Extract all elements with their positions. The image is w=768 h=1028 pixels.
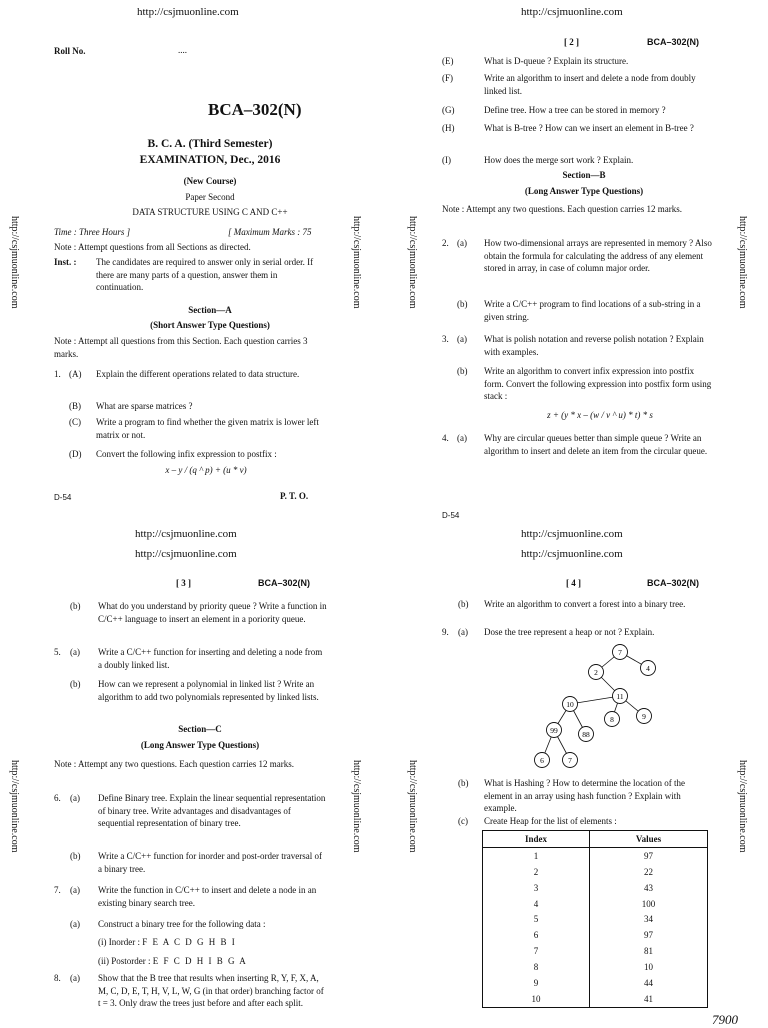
paper-code: BCA–302(N) xyxy=(208,100,302,119)
question-9a: 9. (a) Dose the tree represent a heap or not ? Explain. xyxy=(442,627,655,637)
general-note: Note : Attempt questions from all Sections as directed. xyxy=(54,242,251,252)
value-cell: 44 xyxy=(590,975,708,991)
tree-node-label: 7 xyxy=(618,648,622,657)
footer-code: D-54 xyxy=(442,511,460,520)
side-watermark: http://csjmuonline.com xyxy=(737,760,748,853)
tree-node-label: 4 xyxy=(646,664,650,673)
max-marks: [ Maximum Marks : 75 xyxy=(228,227,312,237)
question-7a: 7. (a) Write the function in C/C++ to insert and delete a node in an existing binary search tree. xyxy=(54,885,317,908)
watermark-url: http://csjmuonline.com xyxy=(137,6,239,18)
value-cell: 43 xyxy=(590,880,708,896)
question-1f: (F) Write an algorithm to insert and delete a node from doubly linked list. xyxy=(442,73,696,96)
exam-page-1 xyxy=(0,0,384,512)
table-row xyxy=(483,864,708,880)
question-1c: (C) Write a program to find whether the given matrix is lower left matrix or not. xyxy=(69,417,319,440)
please-turn-over: P. T. O. xyxy=(280,491,309,501)
heap-tree-diagram xyxy=(524,640,674,776)
value-cell: 100 xyxy=(590,896,708,912)
side-watermark: http://csjmuonline.com xyxy=(9,760,20,853)
index-cell: 4 xyxy=(483,896,590,912)
section-b-title: Section—B xyxy=(562,170,606,180)
course-title: B. C. A. (Third Semester) xyxy=(147,138,273,150)
question-5b: (b) How can we represent a polynomial in linked list ? Write an algorithm to add two polynomials represented by linked lists. xyxy=(70,679,319,702)
index-cell: 1 xyxy=(483,847,590,863)
table-header-values: Values xyxy=(590,831,708,848)
index-cell: 10 xyxy=(483,991,590,1007)
side-watermark: http://csjmuonline.com xyxy=(407,760,418,853)
side-watermark: http://csjmuonline.com xyxy=(407,216,418,309)
value-cell: 22 xyxy=(590,864,708,880)
question-1e: (E) What is D-queue ? Explain its structure. xyxy=(442,56,629,66)
section-b-type: (Long Answer Type Questions) xyxy=(524,186,644,196)
question-3b-expression: z + (y * x – (w / v ^ u) * t) * s xyxy=(547,410,653,420)
paper-code: BCA–302(N) xyxy=(647,37,700,47)
side-watermark: http://csjmuonline.com xyxy=(737,216,748,309)
side-watermark: http://csjmuonline.com xyxy=(9,216,20,309)
index-cell: 6 xyxy=(483,927,590,943)
question-2b: (b) Write a C/C++ program to find locations of a sub-string in a given string. xyxy=(457,299,701,322)
question-1d: (D) Convert the following infix expression to postfix : xyxy=(69,449,277,459)
time-limit: Time : Three Hours ] xyxy=(54,227,131,237)
inorder-sequence: (i) Inorder : F E A C D G H B I xyxy=(98,937,237,947)
value-cell: 34 xyxy=(590,911,708,927)
section-c-title: Section—C xyxy=(178,724,222,734)
tree-node xyxy=(637,709,652,724)
tree-node-label: 10 xyxy=(566,700,574,709)
question-1h: (H) What is B-tree ? How can we insert an element in B-tree ? xyxy=(442,123,694,133)
question-5a: 5. (a) Write a C/C++ function for inserting and deleting a node from a doubly linked list. xyxy=(54,647,323,670)
handwritten-mark: 7900 xyxy=(712,1012,738,1027)
section-a-note: Note : Attempt all questions from this Section. Each question carries 3 marks. xyxy=(54,336,308,359)
question-1i: (I) How does the merge sort work ? Explain. xyxy=(442,155,634,165)
tree-node xyxy=(589,665,604,680)
table-row xyxy=(483,927,708,943)
question-6a: 6. (a) Define Binary tree. Explain the linear sequential representation of binary tree. Write advantages and disadvantages of sequential representation of binary tree. xyxy=(54,793,326,828)
tree-node-label: 6 xyxy=(540,756,544,765)
section-a-type: (Short Answer Type Questions) xyxy=(150,320,270,330)
question-3a: 3. (a) What is polish notation and reverse polish notation ? Explain with examples. xyxy=(442,334,704,357)
side-watermark: http://csjmuonline.com xyxy=(351,760,362,853)
page-number: [ 2 ] xyxy=(564,37,579,47)
index-cell: 2 xyxy=(483,864,590,880)
exam-page-2 xyxy=(384,0,768,520)
new-course: (New Course) xyxy=(183,176,237,186)
footer-code: D-54 xyxy=(54,493,72,502)
paper-number: Paper Second xyxy=(185,192,235,202)
watermark-url: http://csjmuonline.com xyxy=(521,548,623,560)
tree-node xyxy=(613,689,628,704)
tree-node-label: 11 xyxy=(616,692,624,701)
value-cell: 97 xyxy=(590,847,708,863)
heap-values-table xyxy=(482,830,708,1008)
value-cell: 97 xyxy=(590,927,708,943)
question-4b: (b) What do you understand by priority queue ? Write a function in C/C++ language to insert an element in a poriority queue. xyxy=(70,601,327,624)
table-row xyxy=(483,959,708,975)
tree-node xyxy=(579,727,594,742)
tree-node xyxy=(547,723,562,738)
question-9c: (c) Create Heap for the list of elements : xyxy=(458,816,617,826)
page-number: [ 3 ] xyxy=(176,578,191,588)
table-row xyxy=(483,847,708,863)
tree-node-label: 9 xyxy=(642,712,646,721)
tree-node xyxy=(605,712,620,727)
question-2a: 2. (a) How two-dimensional arrays are represented in memory ? Also obtain the formula for calculating the address of any element stored in array, in case of column major order. xyxy=(442,238,712,273)
index-cell: 3 xyxy=(483,880,590,896)
question-1a: 1. (A) Explain the different operations related to data structure. xyxy=(54,369,300,379)
value-cell: 81 xyxy=(590,943,708,959)
page-number: [ 4 ] xyxy=(566,578,581,588)
tree-node xyxy=(613,645,628,660)
question-8a: 8. (a) Show that the B tree that results when inserting R, Y, F, X, A, M, C, D, E, T, H, V, L, W, G (in that order) branching factor of t = 3. Only draw the trees just before and after each split. xyxy=(54,973,324,1008)
question-3b: (b) Write an algorithm to convert infix expression into postfix form. Convert the following expression into postfix form using stack : xyxy=(457,366,712,401)
question-4a: 4. (a) Why are circular queues better than simple queue ? Write an algorithm to insert and delete an item from the circular queue. xyxy=(442,433,708,456)
tree-node-label: 7 xyxy=(568,756,572,765)
tree-node xyxy=(563,753,578,768)
table-row xyxy=(483,991,708,1007)
table-row xyxy=(483,975,708,991)
question-1d-expression: x – y / (q ^ p) + (u * v) xyxy=(165,465,247,475)
paper-code: BCA–302(N) xyxy=(258,578,311,588)
watermark-url: http://csjmuonline.com xyxy=(135,548,237,560)
table-row xyxy=(483,911,708,927)
question-9b: (b) What is Hashing ? How to determine the location of the element in an array using hash function ? Explain with example. xyxy=(458,778,685,813)
value-cell: 41 xyxy=(590,991,708,1007)
tree-node xyxy=(641,661,656,676)
index-cell: 8 xyxy=(483,959,590,975)
index-cell: 7 xyxy=(483,943,590,959)
table-row xyxy=(483,896,708,912)
side-watermark: http://csjmuonline.com xyxy=(351,216,362,309)
exam-page-3 xyxy=(0,512,384,1024)
tree-node-label: 88 xyxy=(582,730,590,739)
watermark-url: http://csjmuonline.com xyxy=(521,528,623,540)
postorder-sequence: (ii) Postorder : E F C D H I B G A xyxy=(98,956,248,966)
tree-node-label: 2 xyxy=(594,668,598,677)
question-7b: (a) Construct a binary tree for the following data : xyxy=(70,919,266,929)
roll-no-label: Roll No. xyxy=(54,46,86,56)
question-6b: (b) Write a C/C++ function for inorder and post-order traversal of a binary tree. xyxy=(70,851,322,874)
paper-code: BCA–302(N) xyxy=(647,578,700,588)
watermark-url: http://csjmuonline.com xyxy=(135,528,237,540)
question-1b: (B) What are sparse matrices ? xyxy=(69,401,193,411)
exam-page-4 xyxy=(384,512,768,1027)
section-b-note: Note : Attempt any two questions. Each question carries 12 marks. xyxy=(442,204,682,214)
tree-node-label: 8 xyxy=(610,715,614,724)
table-header-index: Index xyxy=(483,831,590,848)
tree-node xyxy=(535,753,550,768)
index-cell: 9 xyxy=(483,975,590,991)
question-1g: (G) Define tree. How a tree can be stored in memory ? xyxy=(442,105,666,115)
index-cell: 5 xyxy=(483,911,590,927)
watermark-url: http://csjmuonline.com xyxy=(521,6,623,18)
table-row xyxy=(483,943,708,959)
table-row xyxy=(483,880,708,896)
roll-no-dots: .... xyxy=(178,45,187,55)
tree-node-label: 99 xyxy=(550,726,558,735)
question-8b: (b) Write an algorithm to convert a forest into a binary tree. xyxy=(458,599,686,609)
section-a-title: Section—A xyxy=(188,305,232,315)
instructions: Inst. : The candidates are required to answer only in serial order. If there are many parts of a question, answer them in continuation. xyxy=(54,257,314,292)
exam-title: EXAMINATION, Dec., 2016 xyxy=(139,154,281,166)
value-cell: 10 xyxy=(590,959,708,975)
section-c-note: Note : Attempt any two questions. Each question carries 12 marks. xyxy=(54,759,294,769)
section-c-type: (Long Answer Type Questions) xyxy=(140,740,260,750)
subject-title: DATA STRUCTURE USING C AND C++ xyxy=(132,207,288,217)
tree-node xyxy=(563,697,578,712)
